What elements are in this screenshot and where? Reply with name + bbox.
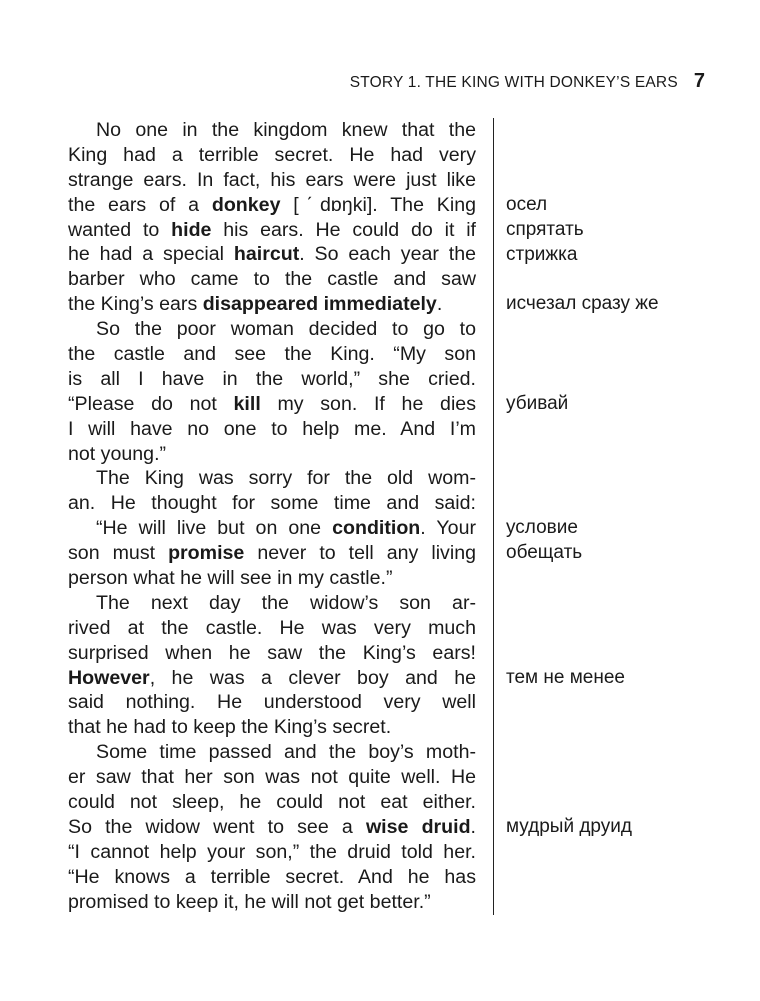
text-line bbox=[68, 118, 476, 143]
text-line bbox=[68, 541, 476, 566]
text-line bbox=[68, 616, 476, 641]
text-segment: promised to keep it, he will not get better.” bbox=[68, 890, 431, 913]
text-line bbox=[68, 566, 476, 591]
text-segment: . bbox=[470, 815, 476, 838]
text-segment: So the poor woman decided to go to bbox=[96, 318, 476, 341]
text-line bbox=[68, 491, 476, 516]
text-segment: No one in the kingdom knew that the bbox=[96, 119, 476, 141]
text-line bbox=[68, 242, 476, 267]
text-segment: “Please do not bbox=[68, 392, 234, 415]
text-line bbox=[68, 466, 476, 491]
text-line bbox=[68, 267, 476, 292]
text-line bbox=[68, 591, 476, 616]
text-line bbox=[68, 840, 476, 865]
vocab-word: However bbox=[68, 666, 150, 689]
text-segment: “I cannot help your son,” the druid told her. bbox=[68, 840, 476, 863]
gloss-translation: мудрый друид bbox=[506, 816, 632, 838]
vocab-word: condition bbox=[332, 517, 421, 540]
text-line bbox=[68, 815, 476, 840]
text-segment: . So each year the bbox=[299, 243, 477, 266]
gloss-translation: спрятать bbox=[506, 218, 584, 240]
text-segment: his ears. He could do it if bbox=[211, 218, 476, 241]
page-number: 7 bbox=[693, 70, 705, 92]
running-header bbox=[350, 70, 705, 93]
vocab-word: hide bbox=[171, 218, 212, 241]
text-line bbox=[68, 367, 476, 392]
text-line bbox=[68, 218, 476, 243]
story-text bbox=[68, 118, 476, 915]
text-segment: the King’s ears bbox=[68, 293, 203, 316]
column-divider bbox=[493, 118, 494, 915]
text-line bbox=[68, 715, 476, 740]
vocab-word: wise druid bbox=[365, 815, 471, 838]
text-segment: that he had to keep the King’s secret. bbox=[68, 716, 392, 739]
text-segment: is all I have in the world,” she cried. bbox=[68, 367, 476, 390]
gloss-translation: исчезал сразу же bbox=[506, 293, 659, 315]
text-segment: Some time passed and the boy’s moth- bbox=[96, 741, 476, 764]
gloss-translation: осел bbox=[506, 193, 548, 215]
gloss-translation: обещать bbox=[506, 542, 583, 564]
text-line bbox=[68, 143, 476, 168]
text-line bbox=[68, 865, 476, 890]
text-line bbox=[68, 890, 476, 915]
gloss-translation: условие bbox=[506, 517, 578, 539]
text-segment: the ears of a bbox=[68, 193, 212, 216]
text-segment: , he was a clever boy and he bbox=[149, 666, 476, 689]
text-segment: not young.” bbox=[68, 442, 167, 465]
text-segment: strange ears. In fact, his ears were just like bbox=[68, 168, 476, 191]
text-segment: could not sleep, he could not eat either. bbox=[68, 791, 476, 814]
text-segment: The next day the widow’s son ar- bbox=[96, 591, 476, 614]
text-line bbox=[68, 516, 476, 541]
text-line bbox=[68, 292, 476, 317]
text-line bbox=[68, 442, 476, 467]
text-line bbox=[68, 168, 476, 193]
text-segment: barber who came to the castle and saw bbox=[68, 268, 476, 291]
text-line bbox=[68, 193, 476, 218]
text-segment: my son. If he dies bbox=[260, 392, 476, 415]
text-segment: . Your bbox=[420, 517, 476, 540]
text-line bbox=[68, 317, 476, 342]
gloss-translation: убивай bbox=[506, 392, 569, 414]
vocab-word: donkey bbox=[211, 193, 281, 216]
vocab-word: haircut bbox=[233, 243, 300, 266]
text-segment: person what he will see in my castle.” bbox=[68, 567, 393, 590]
text-segment: an. He thought for some time and said: bbox=[68, 492, 476, 515]
text-segment: [ˊdɒŋki]. The King bbox=[280, 193, 477, 216]
text-line bbox=[68, 790, 476, 815]
text-segment: King had a terrible secret. He had very bbox=[68, 143, 476, 166]
text-segment: rived at the castle. He was very much bbox=[68, 616, 476, 639]
vocab-word: promise bbox=[168, 542, 245, 565]
vocab-word: disappeared immediately bbox=[202, 293, 437, 316]
vocab-word: kill bbox=[233, 392, 261, 415]
text-segment: never to tell any living bbox=[244, 542, 476, 565]
text-segment: wanted to bbox=[68, 218, 172, 241]
text-segment: son must bbox=[68, 542, 169, 565]
gloss-translation: тем не менее bbox=[506, 666, 625, 688]
text-segment: “He knows a terrible secret. And he has bbox=[68, 865, 476, 888]
text-segment: The King was sorry for the old wom- bbox=[96, 467, 476, 490]
text-line bbox=[68, 417, 476, 442]
text-line bbox=[68, 690, 476, 715]
text-line bbox=[68, 392, 476, 417]
text-line bbox=[68, 342, 476, 367]
text-segment: he had a special bbox=[68, 243, 234, 266]
text-segment: I will have no one to help me. And I’m bbox=[68, 417, 476, 440]
gloss-translation: стрижка bbox=[506, 243, 578, 265]
text-line bbox=[68, 666, 476, 691]
text-line bbox=[68, 765, 476, 790]
text-segment: So the widow went to see a bbox=[68, 815, 366, 838]
text-line bbox=[68, 641, 476, 666]
text-segment: er saw that her son was not quite well. He bbox=[68, 766, 476, 789]
text-segment: . bbox=[436, 293, 443, 316]
text-segment: said nothing. He understood very well bbox=[68, 691, 476, 714]
chapter-title: STORY 1. THE KING WITH DONKEY’S EARS bbox=[349, 74, 678, 91]
text-line bbox=[68, 740, 476, 765]
text-segment: “He will live but on one bbox=[96, 517, 333, 540]
text-segment: the castle and see the King. “My son bbox=[68, 343, 476, 366]
text-segment: surprised when he saw the King’s ears! bbox=[68, 641, 476, 664]
